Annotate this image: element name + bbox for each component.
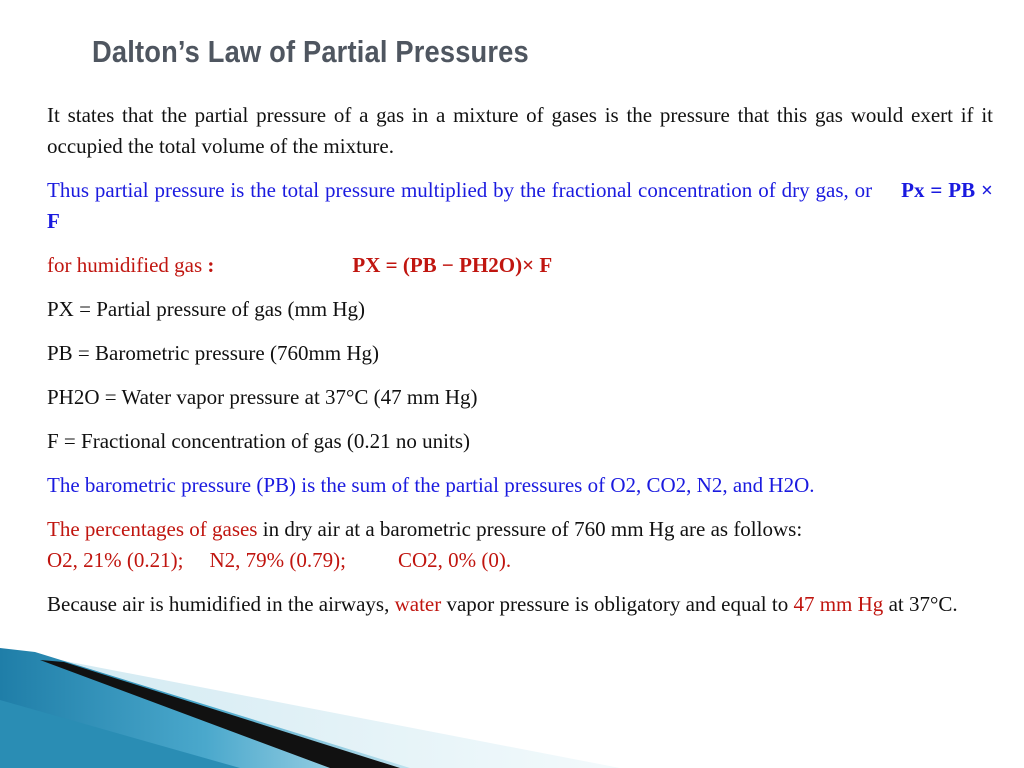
percentages-text: in dry air at a barometric pressure of 760 mm Hg are as follows:	[257, 517, 803, 541]
decor-teal-lower	[0, 700, 240, 768]
slide-body	[47, 100, 993, 633]
ph2o-definition: PH2O = Water vapor pressure at 37°C (47 mm Hg)	[47, 385, 478, 409]
humidified-air-text-b: vapor pressure is obligatory and equal to	[441, 592, 794, 616]
dry-gas-formula: Px = PB × F	[47, 178, 993, 233]
humidified-gas-label: for humidified gas	[47, 253, 203, 277]
slide-title: Dalton’s Law of Partial Pressures	[92, 34, 529, 69]
decor-light-band	[0, 655, 620, 768]
partial-pressure-paragraph	[47, 175, 993, 237]
percentages-paragraph	[47, 514, 993, 576]
humidified-gas-colon: :	[207, 253, 215, 277]
barometric-paragraph: The barometric pressure (PB) is the sum of the partial pressures of O2, CO2, N2, and H2O.	[47, 473, 815, 497]
humidified-air-paragraph	[47, 589, 993, 620]
px-definition: PX = Partial pressure of gas (mm Hg)	[47, 297, 366, 321]
humidified-gas-formula: PX = (PB − PH2O)× F	[352, 253, 553, 277]
percentages-lead: The percentages of gases	[47, 517, 258, 541]
o2-percentage: O2, 21% (0.21);	[47, 548, 184, 572]
decor-dark-stripe	[40, 660, 400, 768]
partial-pressure-text: Thus partial pressure is the total pressure multiplied by the fractional concentration of dry gas, or	[47, 178, 873, 202]
pb-definition: PB = Barometric pressure (760mm Hg)	[47, 341, 380, 365]
water-word: water	[394, 592, 442, 616]
humidified-gas-paragraph	[47, 250, 993, 281]
co2-percentage: CO2, 0% (0).	[397, 548, 512, 572]
water-vapor-value: 47 mm Hg	[793, 592, 884, 616]
humidified-air-text-a: Because air is humidified in the airways,	[47, 592, 395, 616]
f-definition: F = Fractional concentration of gas (0.21 no units)	[47, 429, 471, 453]
n2-percentage: N2, 79% (0.79);	[209, 548, 346, 572]
humidified-air-text-c: at 37°C.	[883, 592, 958, 616]
definition-paragraph: It states that the partial pressure of a gas in a mixture of gases is the pressure that this gas would exert if it occupied the total volume of the mixture.	[47, 103, 993, 158]
decor-teal-band	[0, 648, 410, 768]
